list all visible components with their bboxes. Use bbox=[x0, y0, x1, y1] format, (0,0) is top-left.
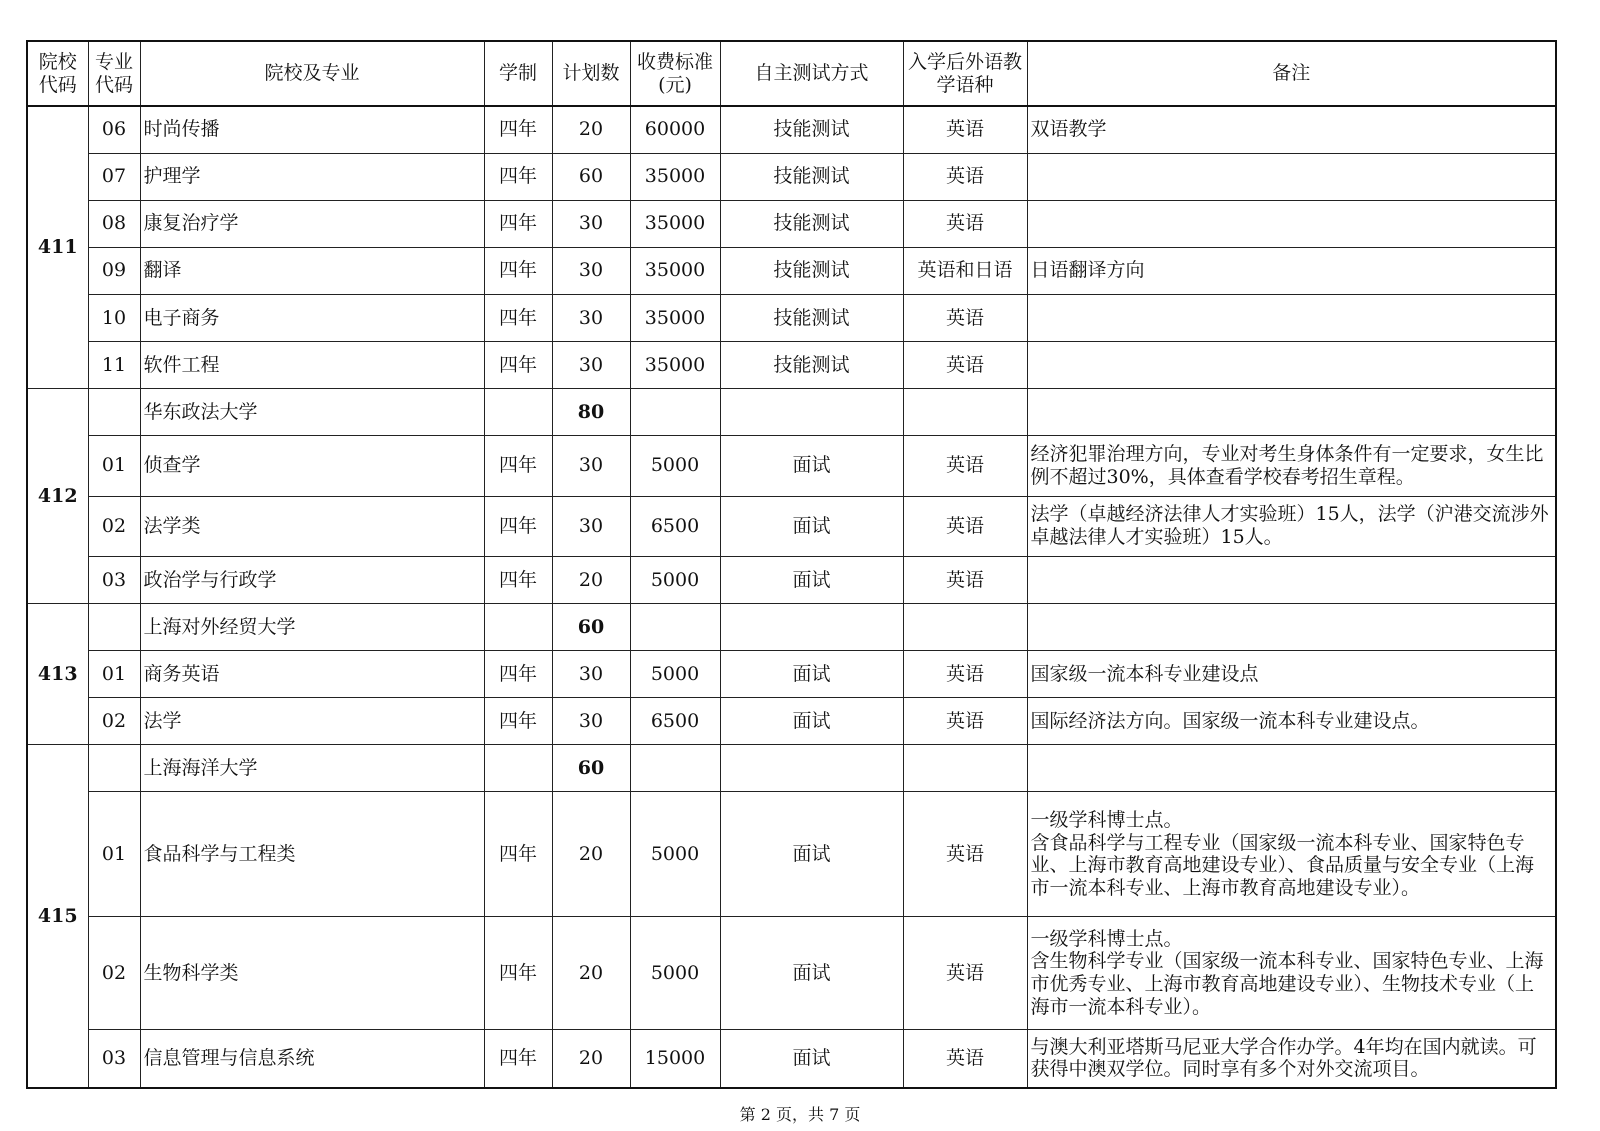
major-code: 10 bbox=[88, 294, 140, 341]
test-method: 面试 bbox=[720, 917, 903, 1030]
plan: 20 bbox=[552, 917, 630, 1030]
header-test: 自主测试方式 bbox=[720, 41, 903, 106]
school-plan: 60 bbox=[552, 604, 630, 651]
plan: 60 bbox=[552, 153, 630, 200]
fee: 5000 bbox=[630, 917, 720, 1030]
remark bbox=[1027, 153, 1556, 200]
table-row bbox=[27, 436, 1556, 496]
major-name: 侦查学 bbox=[140, 436, 484, 496]
remark: 日语翻译方向 bbox=[1027, 247, 1556, 294]
table-row bbox=[27, 651, 1556, 698]
fee: 15000 bbox=[630, 1029, 720, 1088]
major-code: 01 bbox=[88, 792, 140, 917]
major-name: 商务英语 bbox=[140, 651, 484, 698]
plan: 30 bbox=[552, 436, 630, 496]
major-name: 软件工程 bbox=[140, 341, 484, 388]
fee: 6500 bbox=[630, 496, 720, 556]
major-code: 03 bbox=[88, 1029, 140, 1088]
table-row bbox=[27, 496, 1556, 556]
fee: 5000 bbox=[630, 556, 720, 603]
plan: 20 bbox=[552, 106, 630, 153]
duration: 四年 bbox=[484, 247, 552, 294]
fee: 35000 bbox=[630, 341, 720, 388]
fee bbox=[630, 604, 720, 651]
table-row bbox=[27, 917, 1556, 1030]
school-name: 华东政法大学 bbox=[140, 389, 484, 436]
plan: 30 bbox=[552, 698, 630, 745]
language: 英语 bbox=[903, 698, 1027, 745]
major-code: 09 bbox=[88, 247, 140, 294]
table-row bbox=[27, 294, 1556, 341]
duration: 四年 bbox=[484, 496, 552, 556]
duration: 四年 bbox=[484, 436, 552, 496]
major-code: 07 bbox=[88, 153, 140, 200]
major-code: 02 bbox=[88, 698, 140, 745]
table-row bbox=[27, 153, 1556, 200]
school-row bbox=[27, 604, 1556, 651]
major-code: 01 bbox=[88, 651, 140, 698]
school-code: 412 bbox=[27, 389, 88, 604]
plan: 20 bbox=[552, 1029, 630, 1088]
header-plan: 计划数 bbox=[552, 41, 630, 106]
table-row bbox=[27, 792, 1556, 917]
remark bbox=[1027, 556, 1556, 603]
test-method: 技能测试 bbox=[720, 294, 903, 341]
duration: 四年 bbox=[484, 341, 552, 388]
major-name: 生物科学类 bbox=[140, 917, 484, 1030]
language: 英语 bbox=[903, 436, 1027, 496]
major-name: 政治学与行政学 bbox=[140, 556, 484, 603]
major-name: 康复治疗学 bbox=[140, 200, 484, 247]
table-row bbox=[27, 106, 1556, 153]
school-row bbox=[27, 745, 1556, 792]
major-code: 11 bbox=[88, 341, 140, 388]
test-method: 面试 bbox=[720, 1029, 903, 1088]
header-school-code: 院校代码 bbox=[27, 41, 88, 106]
fee: 35000 bbox=[630, 200, 720, 247]
remark bbox=[1027, 200, 1556, 247]
test-method: 技能测试 bbox=[720, 106, 903, 153]
school-code: 411 bbox=[27, 106, 88, 389]
major-code: 06 bbox=[88, 106, 140, 153]
header-fee: 收费标准(元) bbox=[630, 41, 720, 106]
remark bbox=[1027, 604, 1556, 651]
school-name: 上海对外经贸大学 bbox=[140, 604, 484, 651]
test-method: 技能测试 bbox=[720, 341, 903, 388]
test-method: 面试 bbox=[720, 792, 903, 917]
language: 英语 bbox=[903, 341, 1027, 388]
school-plan: 60 bbox=[552, 745, 630, 792]
page-footer: 第 2 页，共 7 页 bbox=[739, 1105, 861, 1124]
major-name: 法学 bbox=[140, 698, 484, 745]
school-name: 上海海洋大学 bbox=[140, 745, 484, 792]
duration: 四年 bbox=[484, 792, 552, 917]
school-code: 413 bbox=[27, 604, 88, 745]
language: 英语 bbox=[903, 106, 1027, 153]
remark: 双语教学 bbox=[1027, 106, 1556, 153]
duration: 四年 bbox=[484, 1029, 552, 1088]
fee: 5000 bbox=[630, 792, 720, 917]
test-method: 面试 bbox=[720, 698, 903, 745]
major-name: 法学类 bbox=[140, 496, 484, 556]
school-plan: 80 bbox=[552, 389, 630, 436]
remark: 一级学科博士点。 含生物科学专业（国家级一流本科专业、国家特色专业、上海市优秀专业、上海市教育高地建设专业）、生物技术专业（上海市一流本科专业）。 bbox=[1027, 917, 1556, 1030]
fee bbox=[630, 389, 720, 436]
test-method: 面试 bbox=[720, 556, 903, 603]
language: 英语 bbox=[903, 294, 1027, 341]
language: 英语 bbox=[903, 651, 1027, 698]
fee: 6500 bbox=[630, 698, 720, 745]
plan: 30 bbox=[552, 294, 630, 341]
language: 英语 bbox=[903, 556, 1027, 603]
test-method: 面试 bbox=[720, 496, 903, 556]
language: 英语 bbox=[903, 496, 1027, 556]
table-row bbox=[27, 247, 1556, 294]
major-code: 01 bbox=[88, 436, 140, 496]
duration: 四年 bbox=[484, 200, 552, 247]
remark: 一级学科博士点。 含食品科学与工程专业（国家级一流本科专业、国家特色专业、上海市教育高地建设专业）、食品质量与安全专业（上海市一流本科专业、上海市教育高地建设专业）。 bbox=[1027, 792, 1556, 917]
language bbox=[903, 389, 1027, 436]
language: 英语 bbox=[903, 153, 1027, 200]
header-language: 入学后外语教学语种 bbox=[903, 41, 1027, 106]
test-method: 面试 bbox=[720, 651, 903, 698]
table-row bbox=[27, 556, 1556, 603]
major-code bbox=[88, 745, 140, 792]
remark: 与澳大利亚塔斯马尼亚大学合作办学。4年均在国内就读。可获得中澳双学位。同时享有多个对外交流项目。 bbox=[1027, 1029, 1556, 1088]
fee: 35000 bbox=[630, 294, 720, 341]
test-method: 面试 bbox=[720, 436, 903, 496]
duration: 四年 bbox=[484, 294, 552, 341]
table-row bbox=[27, 698, 1556, 745]
language: 英语 bbox=[903, 917, 1027, 1030]
school-code: 415 bbox=[27, 745, 88, 1088]
major-code: 03 bbox=[88, 556, 140, 603]
major-code bbox=[88, 389, 140, 436]
remark: 国家级一流本科专业建设点 bbox=[1027, 651, 1556, 698]
remark: 经济犯罪治理方向，专业对考生身体条件有一定要求，女生比例不超过30%，具体查看学校春考招生章程。 bbox=[1027, 436, 1556, 496]
test-method: 技能测试 bbox=[720, 247, 903, 294]
language bbox=[903, 745, 1027, 792]
fee bbox=[630, 745, 720, 792]
header-school-major: 院校及专业 bbox=[140, 41, 484, 106]
header-duration: 学制 bbox=[484, 41, 552, 106]
fee: 35000 bbox=[630, 153, 720, 200]
major-name: 电子商务 bbox=[140, 294, 484, 341]
test-method bbox=[720, 745, 903, 792]
header-row bbox=[27, 41, 1556, 106]
school-row bbox=[27, 389, 1556, 436]
plan: 30 bbox=[552, 247, 630, 294]
remark: 国际经济法方向。国家级一流本科专业建设点。 bbox=[1027, 698, 1556, 745]
language: 英语 bbox=[903, 200, 1027, 247]
remark bbox=[1027, 389, 1556, 436]
language: 英语 bbox=[903, 1029, 1027, 1088]
duration: 四年 bbox=[484, 556, 552, 603]
language: 英语和日语 bbox=[903, 247, 1027, 294]
duration bbox=[484, 604, 552, 651]
test-method: 技能测试 bbox=[720, 153, 903, 200]
plan: 20 bbox=[552, 556, 630, 603]
major-name: 翻译 bbox=[140, 247, 484, 294]
major-code bbox=[88, 604, 140, 651]
major-code: 02 bbox=[88, 496, 140, 556]
plan: 30 bbox=[552, 341, 630, 388]
admissions-table bbox=[26, 40, 1557, 1089]
test-method bbox=[720, 604, 903, 651]
plan: 30 bbox=[552, 651, 630, 698]
remark bbox=[1027, 341, 1556, 388]
major-name: 信息管理与信息系统 bbox=[140, 1029, 484, 1088]
table-row bbox=[27, 1029, 1556, 1088]
table-row bbox=[27, 200, 1556, 247]
fee: 35000 bbox=[630, 247, 720, 294]
duration: 四年 bbox=[484, 917, 552, 1030]
test-method bbox=[720, 389, 903, 436]
duration: 四年 bbox=[484, 153, 552, 200]
duration: 四年 bbox=[484, 106, 552, 153]
major-code: 08 bbox=[88, 200, 140, 247]
language: 英语 bbox=[903, 792, 1027, 917]
table-row bbox=[27, 341, 1556, 388]
header-major-code: 专业代码 bbox=[88, 41, 140, 106]
major-name: 食品科学与工程类 bbox=[140, 792, 484, 917]
major-name: 时尚传播 bbox=[140, 106, 484, 153]
remark: 法学（卓越经济法律人才实验班）15人，法学（沪港交流涉外卓越法律人才实验班）15人。 bbox=[1027, 496, 1556, 556]
duration bbox=[484, 745, 552, 792]
plan: 30 bbox=[552, 200, 630, 247]
plan: 30 bbox=[552, 496, 630, 556]
remark bbox=[1027, 745, 1556, 792]
major-name: 护理学 bbox=[140, 153, 484, 200]
table-body bbox=[27, 106, 1556, 1088]
duration: 四年 bbox=[484, 651, 552, 698]
duration: 四年 bbox=[484, 698, 552, 745]
header-remark: 备注 bbox=[1027, 41, 1556, 106]
test-method: 技能测试 bbox=[720, 200, 903, 247]
major-code: 02 bbox=[88, 917, 140, 1030]
duration bbox=[484, 389, 552, 436]
plan: 20 bbox=[552, 792, 630, 917]
language bbox=[903, 604, 1027, 651]
fee: 5000 bbox=[630, 436, 720, 496]
fee: 5000 bbox=[630, 651, 720, 698]
remark bbox=[1027, 294, 1556, 341]
fee: 60000 bbox=[630, 106, 720, 153]
